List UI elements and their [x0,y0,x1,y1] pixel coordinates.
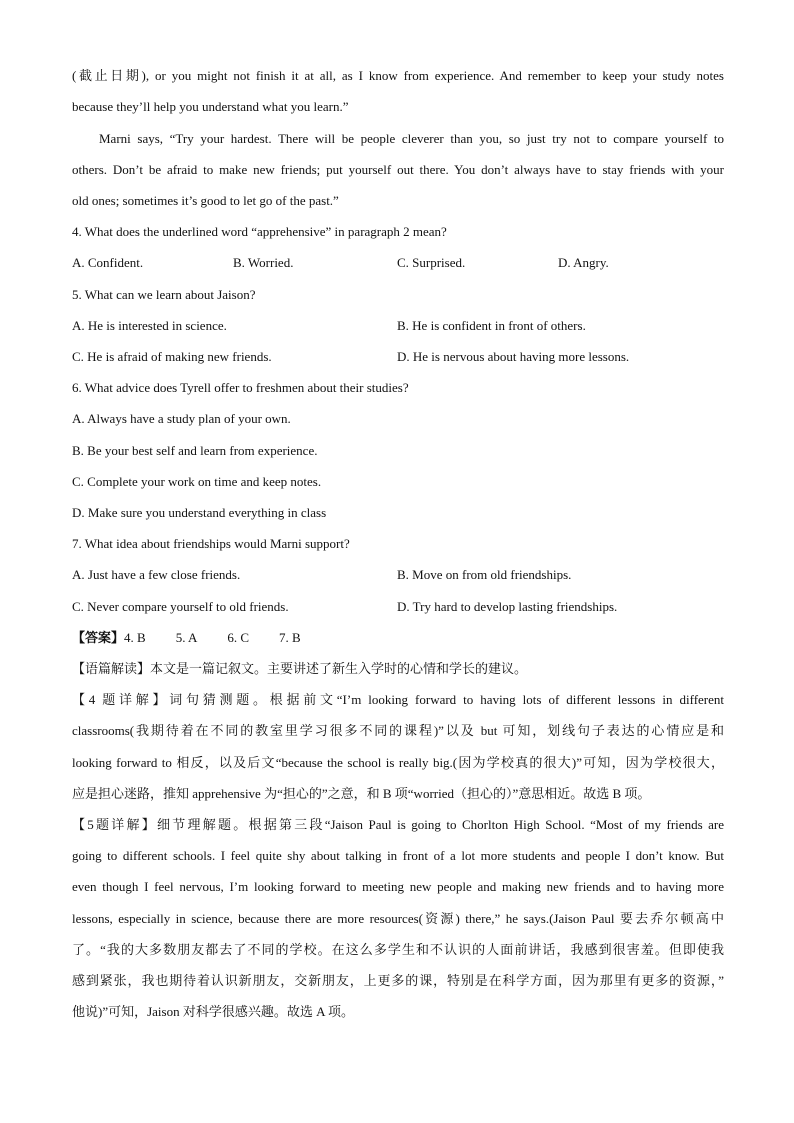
detail-4-line: classrooms(我期待着在不同的教室里学习很多不同的课程)”以及 but 可知，划线句子表达的心情应是和 [72,723,724,738]
option-d: D. Make sure you understand everything in class [72,505,327,520]
detail-5-line: 了。“我的大多数朋友都去了不同的学校。在这么多学生和不认识的人面前讲话，我感到很害羞。但即使我 [72,942,724,957]
detail-5-line: going to different schools. I feel quite shy about talking in front of a lot more students and people I don’t know. But [72,848,724,863]
answer-item: 4. B [124,630,146,645]
option-b: B. Worried. [233,255,294,270]
question-stem: 6. What advice does Tyrell offer to freshmen about their studies? [72,380,409,395]
passage-line: (截止日期), or you might not finish it at all, as I know from experience. And remember to keep your study notes [72,68,724,83]
detail-5-line: 他说)”可知，Jaison 对科学很感兴趣。故选 A 项。 [72,1004,355,1019]
answer-label: 【答案】 [72,630,125,645]
option-d: D. Angry. [558,255,609,270]
option-b: B. He is confident in front of others. [397,318,586,333]
question-stem: 4. What does the underlined word “apprehensive” in paragraph 2 mean? [72,224,447,239]
passage-line: others. Don’t be afraid to make new friends; put yourself out there. You don’t always have to stay friends with your [72,162,724,177]
option-a: A. He is interested in science. [72,318,227,333]
question-stem: 5. What can we learn about Jaison? [72,287,256,302]
option-a: A. Confident. [72,255,144,270]
detail-4-line: looking forward to 相反，以及后文“because the school is really big.(因为学校真的很大)”可知，因为学校很大， [72,755,724,770]
detail-5-line: lessons, especially in science, because there are more resources(资源) there,” he says.(Jaison Paul 要去乔尔顿高中 [72,911,724,926]
option-a: A. Just have a few close friends. [72,567,241,582]
answer-item: 7. B [279,630,301,645]
option-c: C. Surprised. [397,255,466,270]
option-b: B. Be your best self and learn from experience. [72,443,318,458]
answer-key [72,629,724,647]
option-d: D. He is nervous about having more lessons. [397,349,630,364]
option-c: C. Complete your work on time and keep notes. [72,474,322,489]
answer-item: 5. A [175,630,198,645]
option-b: B. Move on from old friendships. [397,567,572,582]
passage-line: Marni says, “Try your hardest. There will be people cleverer than you, so just try not to compare yourself to [99,131,724,146]
detail-5-line: even though I feel nervous, I’m looking forward to meeting new people and making new friends and to having more [72,879,724,894]
question-stem: 7. What idea about friendships would Marni support? [72,536,350,551]
passage-line: because they’ll help you understand what you learn.” [72,99,349,114]
detail-4-line: 【4 题详解】词句猜测题。根据前文“I’m looking forward to having lots of different lessons in different [72,692,724,707]
detail-4-line: 应是担心迷路，推知 apprehensive 为“担心的”之意，和 B 项“worried（担心的）”意思相近。故选 B 项。 [72,786,651,801]
option-c: C. He is afraid of making new friends. [72,349,272,364]
answer-item: 6. C [227,630,250,645]
detail-5-line: 感到紧张，我也期待着认识新朋友，交新朋友，上更多的课，特别是在科学方面，因为那里有更多的资源，” [72,973,724,988]
detail-5-line: 【5题详解】细节理解题。根据第三段“Jaison Paul is going to Chorlton High School. “Most of my friends are [72,817,724,832]
option-d: D. Try hard to develop lasting friendships. [397,599,618,614]
option-c: C. Never compare yourself to old friends. [72,599,289,614]
passage-line: old ones; sometimes it’s good to let go of the past.” [72,193,339,208]
reading-analysis: 【语篇解读】本文是一篇记叙文。主要讲述了新生入学时的心情和学长的建议。 [72,661,528,676]
option-a: A. Always have a study plan of your own. [72,411,291,426]
